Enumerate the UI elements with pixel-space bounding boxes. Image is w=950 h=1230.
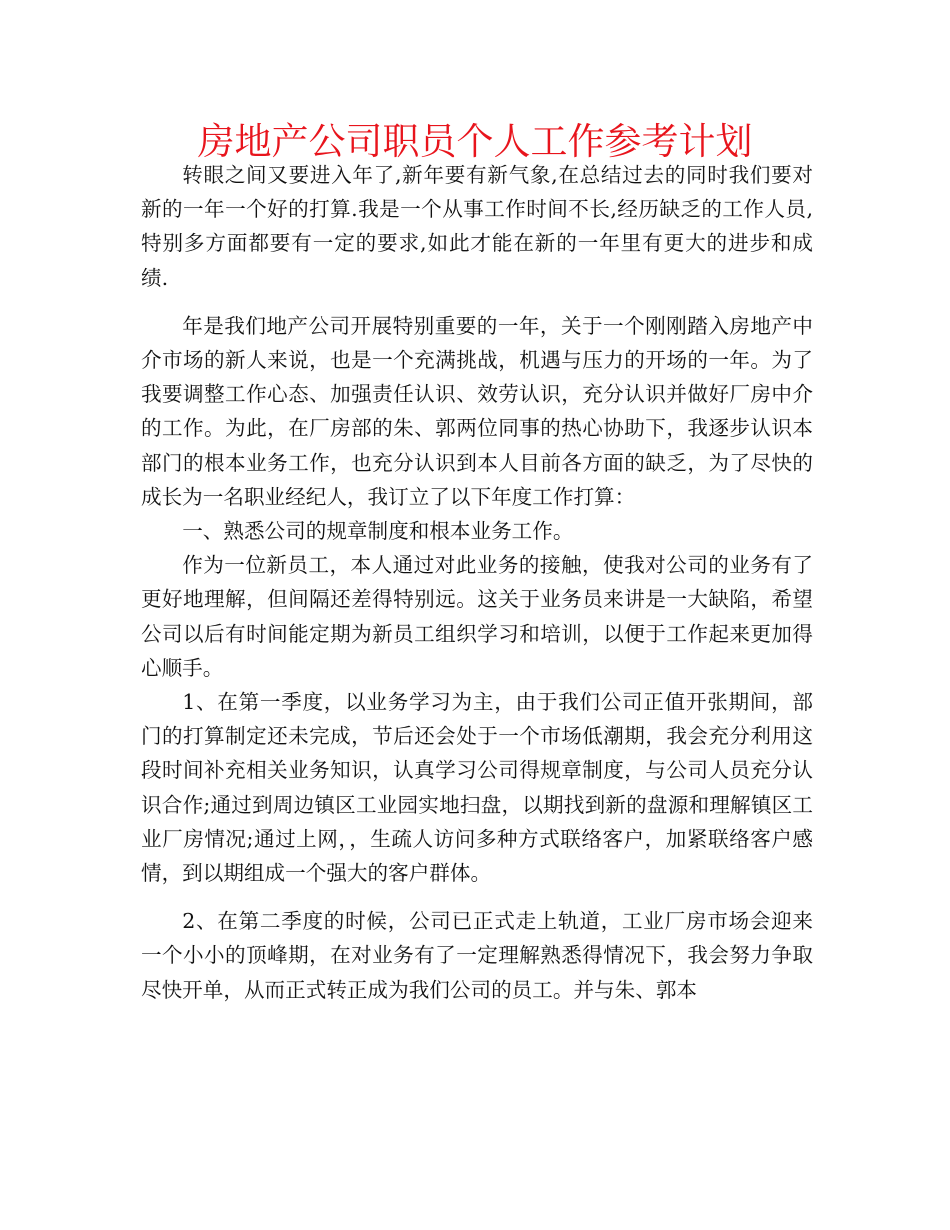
paragraph-quarter-2: 2、在第二季度的时候，公司已正式走上轨道，工业厂房市场会迎来一个小小的顶峰期，在对业务有了一定理解熟悉得情况下，我会努力争取尽快开单，从而正式转正成为我们公司的员工。并与朱、郭本	[141, 909, 813, 1002]
paragraph-intro: 转眼之间又要进入年了,新年要有新气象,在总结过去的同时我们要对新的一年一个好的打算.我是一个从事工作时间不长,经历缺乏的工作人员,特别多方面都要有一定的要求,如此才能在新的一年里有更大的进步和成绩.	[141, 163, 813, 290]
paragraph-quarter-1: 1、在第一季度，以业务学习为主，由于我们公司正值开张期间，部门的打算制定还未完成，节后还会处于一个市场低潮期，我会充分利用这段时间补充相关业务知识，认真学习公司得规章制度，与公司人员充分认识合作;通过到周边镇区工业园实地扫盘，以期找到新的盘源和理解镇区工业厂房情况;通过上网，，生疏人访问多种方式联络客户，加紧联络客户感情，到以期组成一个强大的客户群体。	[141, 690, 813, 886]
paragraph-year-plan: 年是我们地产公司开展特别重要的一年，关于一个刚刚踏入房地产中介市场的新人来说，也是一个充满挑战，机遇与压力的开场的一年。为了我要调整工作心态、加强责任认识、效劳认识，充分认识并做好厂房中介的工作。为此，在厂房部的朱、郭两位同事的热心协助下，我逐步认识本部门的根本业务工作，也充分认识到本人目前各方面的缺乏，为了尽快的成长为一名职业经纪人，我订立了以下年度工作打算：	[141, 313, 813, 509]
document-body	[141, 158, 813, 1007]
document-title: 房地产公司职员个人工作参考计划	[197, 120, 753, 163]
section-heading-1: 一、熟悉公司的规章制度和根本业务工作。	[182, 519, 574, 544]
paragraph-new-employee: 作为一位新员工，本人通过对此业务的接触，使我对公司的业务有了更好地理解，但间隔还差得特别远。这关于业务员来讲是一大缺陷，希望公司以后有时间能定期为新员工组织学习和培训，以便于工作起来更加得心顺手。	[141, 553, 813, 680]
